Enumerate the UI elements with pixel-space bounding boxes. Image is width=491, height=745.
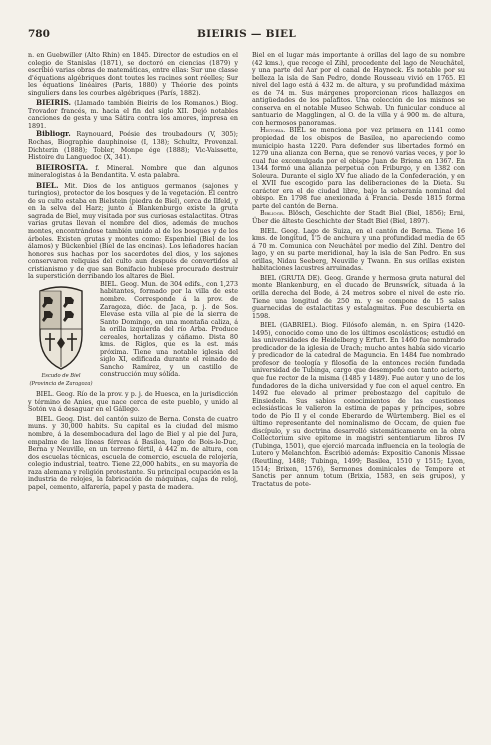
entry-biel-gabriel: BIEL (GABRIEL). Biog. Filósofo alemán, n. en Spira (1420-1495), conocido como uno de los últimos escolásticos; estudió en las universidades de Heidelberg y Erfurt. En 1460 fue nombrado predicador de la iglesia de Urach; mucho antes había sido vicario y predicador de la catedral de Maguncia. En 1484 fue nombrado profesor de teología y filosofía de la entonces recién fundada universidad de Tubinga, cargo que desempeñó con tanto acierto, que fue rector de la misma (1485 y 1489). Fue autor y uno de los fundadores de la dicha universidad y fue con el aquel centro. En 1492 fue elevado al primer prebostazgo del capítulo de Einsiedeln. Sus sabios conocimientos de las cuestiones eclesiásticas le valieron la estima de papas y príncipes, sobre todo de Pío II y el conde Eberardo de Würtemberg. Biel es el último representante del nominalismo de Occam, de quien fue discípulo, y su doctrina desarrolló sistemáticamente en la obra Collectorium sive epitome in magistri sententiarum libros IV (Tubinga, 1501), que ejerció marcada influencia en la teología de Lutero y Melanchton. Escribió además: Expositio Canonis Missae (Reutling, 1488; Tubinga, 1499; Basilea, 1510 y 1515; Lyon, 1514; Brixen, 1576), Sermones dominicales de Tempore et Sanctis per annum totum (Brixia, 1583, en seis grupos), y Tractatus de pote- <box>252 322 465 488</box>
headword-bieirosita: BIEIROSITA. <box>36 162 89 172</box>
entry-biel-history <box>252 127 465 210</box>
entry-bibliography-text: Raynouard, Poésie des troubadours (V, 305); Rochas, Biographie dauphinoise (I, 138); Schultz, Provenzal. Dichterin (1888); Tobler, Monpe ége (1888); Vic-Vaissette, Histoire du Languedoc (X, 341). <box>28 131 238 162</box>
entry-bieirosita <box>28 164 238 180</box>
entry-biel-history-text: BIEL se menciona por vez primera en 1141 como propiedad de los obispos de Basilea, no apareciendo como municipio hasta 1220. Para defender sus libertades formó en 1279 una alianza con Berna, que se renovó varias veces, y por lo cual fue excomulgada por el obispo Juan de Briena en 1367. En 1344 formó una alianza perpetua con Friburgo, y en 1382 con Soleura. Durante el siglo XV fue aliado de la Confederación, y en el XVII fue escogido para las deliberaciones de la Dieta. Su carácter era el de ciudad libre, bajo la soberanía nominal del obispo. En 1798 fue anexionada á Francia. Desde 1815 forma parte del cantón de Berna. <box>252 127 465 210</box>
entry-biel-river: BIEL. Geog. Río de la prov. y p. j. de Huesca, en la jurisdicción y término de Anies, que nace cerca de este pueblo, y unido al Sotón va á desaguar en el Gállego. <box>28 391 238 414</box>
entry-biel-mythology-text: Mit. Dios de los antiguos germanos (sajones y turingios), protector de los bosques y de la vegetación. El centro de su culto estaba en Bielstein (piedra de Biel), cerca de Ilfeld, y en la selva del Harz; junto á Blankenburgo existe la gruta sagrada de Biel, muy visitada por sus curiosas estalactitas. Otras varias grutas llevan el nombre del dios, además de muchos montes, encontrándose también unido al de los bosques y de los árboles. Existen grutas y montes como: Espenbiel (Biel de los álamos) y Bückenbiel (Biel de las encinas). Los leñadores hacían honores sus hachas por los sacerdotes del dios, y los sajones conservaron reliquias del culto aun después de convertidos al cristianismo y de que san Bonifacio hubiese procurado destruir la superstición derribando los altares de Biel. <box>28 182 238 281</box>
entry-biel-bibliography <box>252 210 465 225</box>
entry-biel-cave: BIEL (GRUTA DE). Geog. Grande y hermosa gruta natural del monte Blankenburg, en el ducado de Brunswick, situada á la orilla derecha del Bode, á 24 metros sobre el nivel de este río. Tiene una longitud de 250 m. y se compone de 15 salas guarnecidas de estalactitas y estalagmitas. Fue descubierta en 1598. <box>252 274 465 320</box>
headword-bibliography: Bibliogr. <box>36 129 71 139</box>
entry-bibliography <box>28 130 238 161</box>
headword-bieiris: BIEIRIS. <box>36 98 72 108</box>
entry-biel-lake: BIEL. Geog. Lago de Suiza, en el cantón de Berna. Tiene 16 kms. de longitud, 1'5 de anchura y una profundidad media de 65 á 70 m. Comunica con Neuchâtel por medio del Zihl. Dentro del lago, y en su parte meridional, hay la isla de San Pedro. En sus orillas, Nidau Seeberg, Neuville y Twann. En sus orillas existen habitaciones lacustres arruinadas. <box>252 227 465 273</box>
entry-bieirosita-text: f. Mineral. Nombre que dan algunos mineralogistas á la Bendantita. V. esta palabra. <box>28 164 238 180</box>
entry-biel-district: BIEL. Geog. Dist. del cantón suizo de Berna. Consta de cuatro muns. y 30,000 habits. Su capital es la ciudad del mismo nombre, á la desembocadura del lago de Biel y al pie del Jura, empalme de las líneas férreas á Basilea, lago de Bois-le-Duc, Berna y Neuville, en un terreno fértil, á 442 m. de altura, con dos escuelas técnicas, escuela de comercio, escuela de relojería, colegio industrial, teatro. Tiene 22,000 habits., en su mayoría de raza alemana y religión protestante. Su principal ocupación es la industria de relojes, la fabricación de máquinas, cajas de reloj, papel, cemento, alfarería, papel y pasta de madera. <box>28 415 238 491</box>
coat-of-arms-figure <box>28 285 94 387</box>
entry-biel-zaragoza <box>28 281 238 389</box>
entry-continuation: n. en Guebwiller (Alto Rhin) en 1845. Director de estudios en el colegio de Stanislas (1871), se doctoró en ciencias (1879) y escribió varias obras de matemáticas, entre ellas: Sur une classe d'équations algébriques dont toutes les racines sont réelles; Sur les équations linéaires (Paris, 1880) y Théorie des points singuliers dans les courbes algébriques (París, 1882). <box>28 52 238 97</box>
entry-biel-zaragoza-text: BIEL. Geog. Mun. de 304 edifs., con 1,273 habitantes, formado por la villa de este nombre. Corresponde á la prov. de Zaragoza, dióc. de Jaca, p. j. de Sos. Elevase esta villa al pie de la sierra de Santo Domingo, en una montaña caliza, á la orilla izquierda del río Arba. Produce cereales, hortalizas y cáñamo. Dista 80 kms. de Riglos, que es la est. más próxima. Tiene una notable iglesia del siglo XI, edificada durante el reinado de Sancho Ramírez, y un castillo de construcción muy sólida. <box>100 280 238 379</box>
left-column <box>28 52 238 715</box>
right-column <box>252 52 465 715</box>
headword-biel: BIEL. <box>36 180 59 190</box>
section-label-history: Historia. <box>260 127 286 135</box>
entry-biel-bibliography-text: Blösch, Geschichte der Stadt Biel (Biel, 1856); Erni, Über die älteste Geschichte der Stadt Biel (Biel, 1897). <box>252 210 465 226</box>
entry-biel-city-continuation: Biel en el lugar más importante á orillas del lago de su nombre (42 kms.), que recoge el Zihl, procedente del lago de Neuchâtel, y una parte del Aar por el canal de Hayneck. Es notable por su belleza la isla de San Pedro, donde Rousseau vivió en 1765. El nivel del lago está á 432 m. de altura, y su profundidad máxima es de 74 m. Sus márgenes proporcionan ricos hallazgos en antigüedades de los palafitos. Una colección de los mismos se conserva en el notable Museo Schwab. Un funicular conduce al santuario de Magglingen, al O. de la villa y á 900 m. de altura, con hermosos panoramas. <box>252 52 465 127</box>
coat-of-arms-icon <box>32 285 90 371</box>
running-header <box>28 28 465 42</box>
entry-bieiris <box>28 99 238 130</box>
figure-caption-subtitle: (Provincia de Zaragoza) <box>29 381 93 388</box>
figure-caption-title: Escudo de Biel <box>41 372 81 379</box>
section-label-bibliography: Bibliogr. <box>260 210 285 218</box>
running-title: BIEIRIS — BIEL <box>196 28 297 40</box>
entry-bieiris-text: (Llamado también Bieiris de los Romanos.) Biog. Trovador francés, m. hacia el fin del siglo XII. Dejó notables canciones de gesta y una Sátira contra los amores, impresa en 1891. <box>28 100 238 130</box>
entry-biel-mythology <box>28 182 238 281</box>
page-number: 780 <box>28 28 50 40</box>
